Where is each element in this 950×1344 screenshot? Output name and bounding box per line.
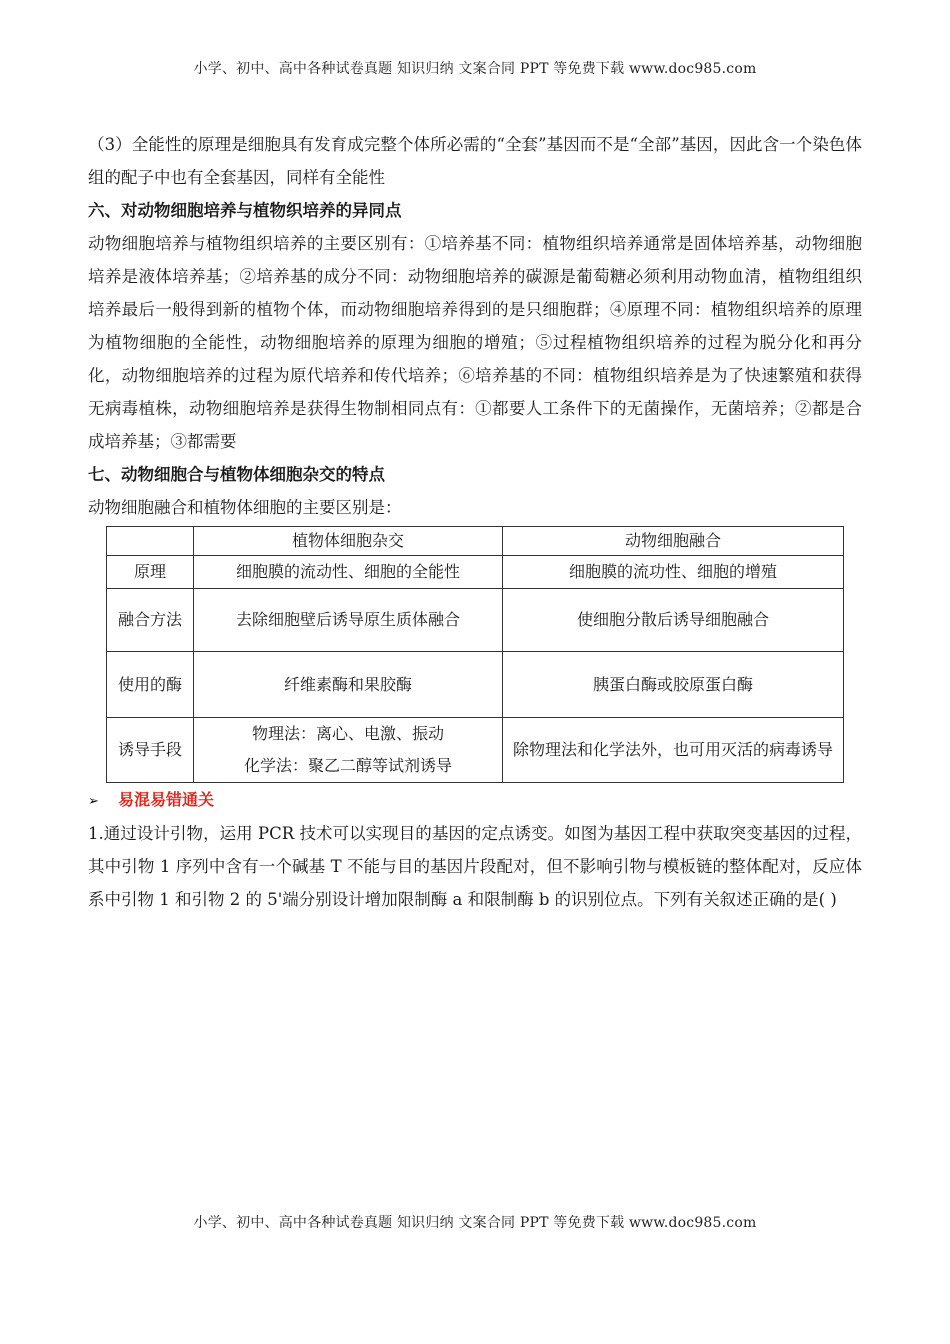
plant-cell: 去除细胞壁后诱导原生质体融合 <box>194 589 503 652</box>
animal-cell: 胰蛋白酶或胶原蛋白酶 <box>503 652 844 718</box>
section-7-intro: 动物细胞融合和植物体细胞的主要区别是： <box>88 498 402 517</box>
section-7-heading: 七、动物细胞合与植物体细胞杂交的特点 <box>88 465 385 484</box>
row-label: 原理 <box>107 556 194 589</box>
table-row <box>107 718 844 783</box>
animal-cell: 除物理法和化学法外，也可用灭活的病毒诱导 <box>503 718 844 783</box>
row-label: 使用的酶 <box>107 652 194 718</box>
plant-cell-line: 物理法：离心、电激、振动 <box>251 724 444 743</box>
table-row <box>107 589 844 652</box>
animal-cell: 使细胞分散后诱导细胞融合 <box>503 589 844 652</box>
table-row <box>107 652 844 718</box>
table-header-cell <box>107 527 194 556</box>
animal-cell: 细胞膜的流功性、细胞的增殖 <box>503 556 844 589</box>
section-6-body: 动物细胞培养与植物组织培养的主要区别有：①培养基不同：植物组织培养通常是固体培养基，动物细胞培养是液体培养基；②培养基的成分不同：动物细胞培养的碳源是葡萄糖必须利用动物血清，植物组组织培养最后一般得到新的植物个体，而动物细胞培养得到的是只细胞群；④原理不同：植物组织培养的原理为植物细胞的全能性，动物细胞培养的原理为细胞的增殖；⑤过程植物组织培养的过程为脱分化和再分化，动物细胞培养的过程为原代培养和传代培养；⑥培养基的不同：植物组织培养是为了快速繁殖和获得无病毒植株，动物细胞培养是获得生物制相同点有：①都要人工条件下的无菌操作，无菌培养；②都是合成培养基；③都需要 <box>88 234 862 451</box>
section-6-heading: 六、对动物细胞培养与植物织培养的异同点 <box>88 201 402 220</box>
plant-cell: 纤维素酶和果胶酶 <box>194 652 503 718</box>
plant-cell-line: 化学法：聚乙二醇等试剂诱导 <box>243 756 452 775</box>
table-header-row <box>107 527 844 556</box>
fusion-comparison-table <box>106 526 844 783</box>
row-label: 融合方法 <box>107 589 194 652</box>
document-body <box>88 128 862 916</box>
plant-cell <box>194 718 503 783</box>
table-header-cell: 动物细胞融合 <box>503 527 844 556</box>
row-label: 诱导手段 <box>107 718 194 783</box>
totipotency-paragraph: （3）全能性的原理是细胞具有发育成完整个体所必需的“全套”基因而不是“全部”基因，因此含一个染色体组的配子中也有全套基因，同样有全能性 <box>88 135 862 187</box>
table-row <box>107 556 844 589</box>
arrow-bullet-icon: ➢ <box>88 794 99 809</box>
question-1: 1.通过设计引物，运用 PCR 技术可以实现目的基因的定点诱变。如图为基因工程中获取突变基因的过程，其中引物 1 序列中含有一个碱基 T 不能与目的基因片段配对，但不影响引物与模板链的整体配对，反应体系中引物 1 和引物 2 的 5'端分别设计增加限制酶 a 和限制酶 b 的识别位点。下列有关叙述正确的是( ) <box>88 824 862 909</box>
plant-cell: 细胞膜的流动性、细胞的全能性 <box>194 556 503 589</box>
page-header: 小学、初中、高中各种试卷真题 知识归纳 文案合同 PPT 等免费下载 www.doc985.com <box>193 61 757 77</box>
trap-section-heading <box>88 785 862 817</box>
page-footer: 小学、初中、高中各种试卷真题 知识归纳 文案合同 PPT 等免费下载 www.doc985.com <box>193 1215 757 1231</box>
table-header-cell: 植物体细胞杂交 <box>194 527 503 556</box>
trap-heading-text: 易混易错通关 <box>118 790 215 809</box>
